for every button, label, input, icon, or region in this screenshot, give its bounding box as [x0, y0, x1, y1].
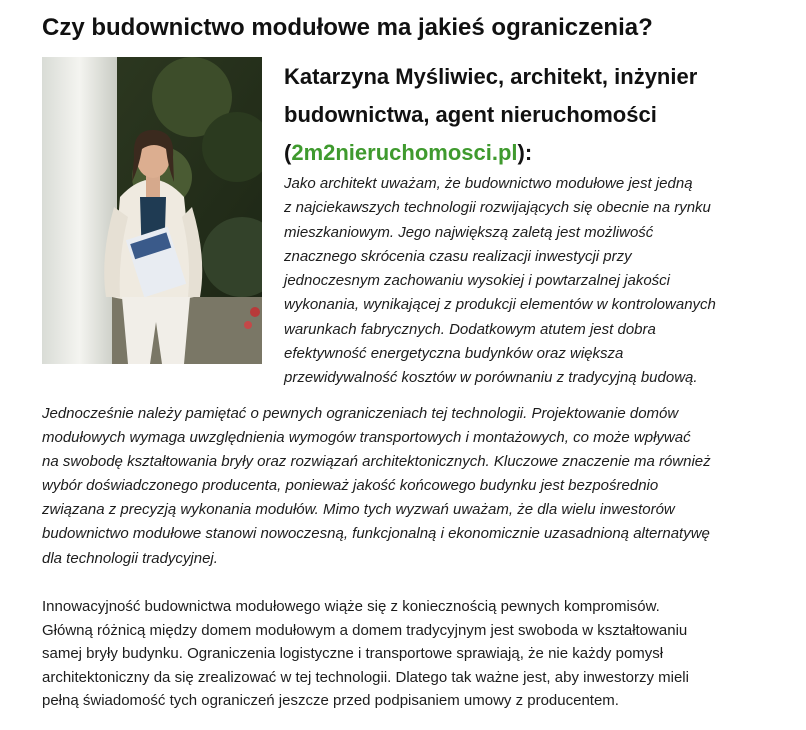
author-quote [284, 172, 784, 391]
paragraph-line: związana z precyzją wykonania modułów. Mimo tych wyzwań uważam, że dla wielu inwestorów [42, 501, 675, 519]
quote-line: przewidywalność kosztów w porównaniu z tradycyjną budową. [284, 369, 698, 387]
quote-line: warunkach fabrycznych. Dodatkowym atutem jest dobra [284, 320, 656, 338]
author-heading [284, 58, 794, 172]
paragraph-line: Główną różnicą między domem modułowym a domem tradycyjnym jest swoboda w kształtowaniu [42, 621, 688, 639]
paragraph-line: Innowacyjność budownictwa modułowego wiąże się z koniecznością pewnych kompromisów. [42, 598, 660, 615]
quote-line: jednoczesnym zachowaniu wysokiej i powtarzalnej jakości [284, 272, 671, 290]
author-website-link[interactable]: 2m2nieruchomosci.pl [291, 140, 518, 165]
author-photo [42, 57, 262, 364]
paragraph-line: samej bryły budynku. Ograniczenia logistyczne i transportowe sprawiają, że nie każdy pomysł [42, 645, 664, 663]
paragraph-line: modułowych wymaga uwzględnienia wymogów transportowych i montażowych, co może wpływać [42, 429, 691, 447]
paragraph-line: pełną świadomość tych ograniczeń jeszcze przed podpisaniem umowy z producentem. [42, 692, 619, 710]
quote-line: efektywność energetyczna budynków oraz większa [284, 345, 624, 363]
paren-close: ): [517, 140, 533, 165]
quote-line: znacznego skrócenia czasu realizacji inwestycji przy [284, 247, 632, 265]
quote-line: Jako architekt uważam, że budownictwo modułowe jest jedną [284, 175, 693, 192]
quote-line: wykonania, wynikającej z produkcji elementów w kontrolowanych [284, 296, 716, 314]
italic-paragraph [42, 402, 792, 571]
paragraph-line: wybór doświadczonego producenta, ponieważ jakość końcowego budynku jest bezpośrednio [42, 477, 659, 495]
quote-line: mieszkaniowym. Jego największą zaletą jest możliwość [284, 223, 654, 241]
body-paragraph [42, 595, 792, 713]
paren-open: ( [284, 140, 292, 165]
author-line-2: budownictwa, agent nieruchomości [284, 102, 657, 127]
paragraph-line: budownictwo modułowe stanowi nowoczesną, funkcjonalną i ekonomicznie uzasadnioną alternatywę [42, 525, 710, 543]
author-line-1: Katarzyna Myśliwiec, architekt, inżynier [284, 64, 698, 89]
quote-line: z najciekawszych technologii rozwijających się obecnie na rynku [284, 199, 711, 217]
paragraph-line: dla technologii tradycyjnej. [42, 549, 218, 567]
page-title: Czy budownictwo modułowe ma jakieś ograniczenia? [42, 14, 653, 41]
paragraph-line: Jednocześnie należy pamiętać o pewnych ograniczeniach tej technologii. Projektowanie domów [42, 405, 679, 422]
paragraph-line: architektoniczny da się zrealizować w tej technologii. Dlatego tak ważne jest, aby inwestorzy mieli [42, 668, 689, 686]
paragraph-line: na swobodę kształtowania bryły oraz rozwiązań architektonicznych. Kluczowe znaczenie ma również [42, 453, 711, 471]
